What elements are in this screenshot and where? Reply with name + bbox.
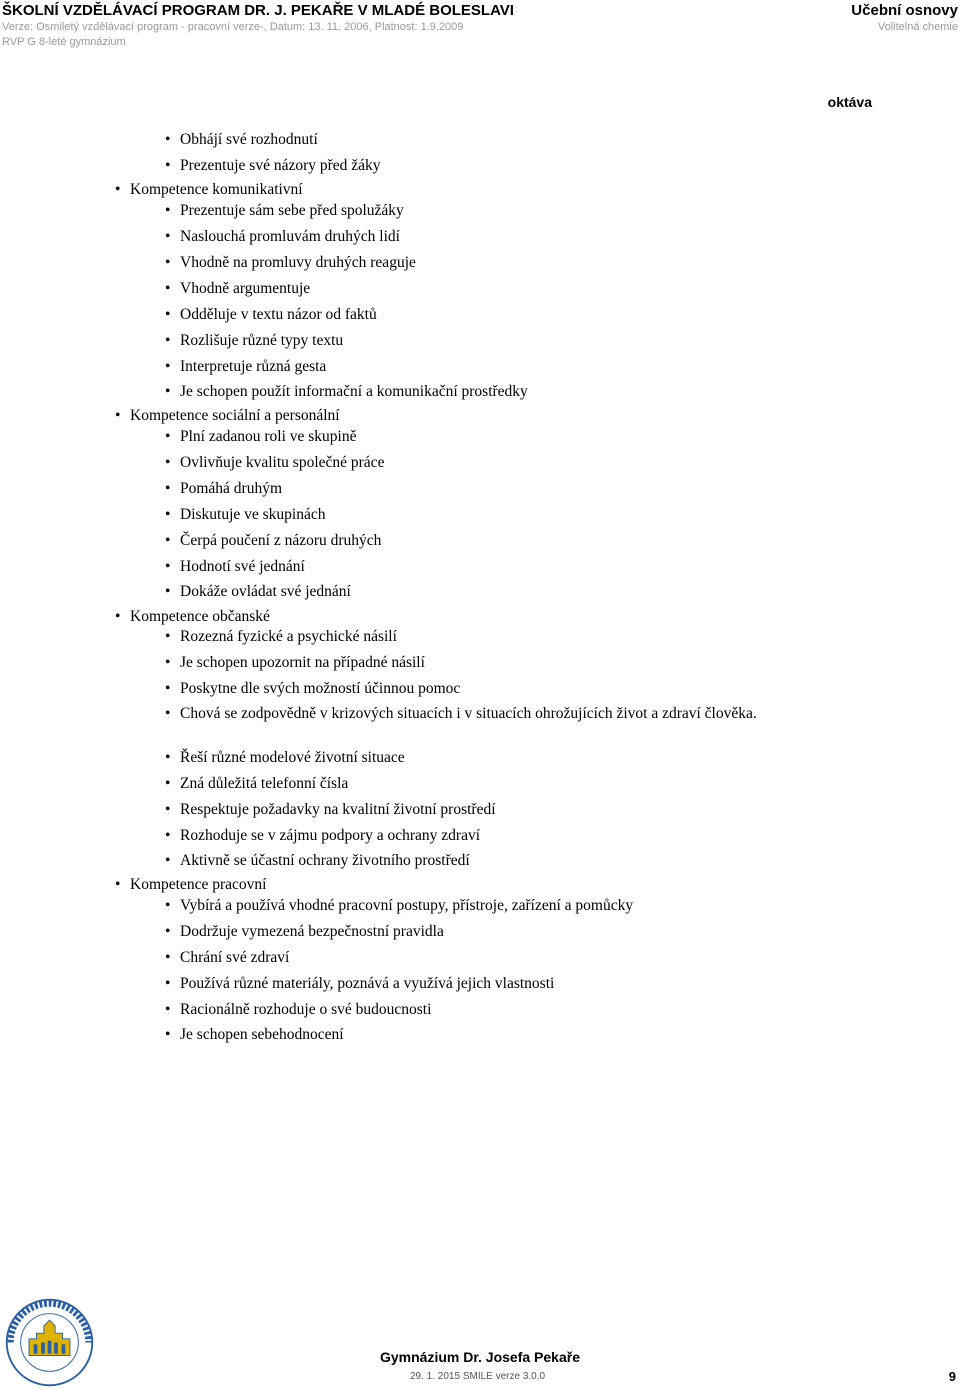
list-item-text: Dodržuje vymezená bezpečnostní pravidla — [180, 923, 444, 940]
list-item-text: Používá různé materiály, poznává a využívá jejich vlastnosti — [180, 975, 555, 992]
list-item — [165, 851, 470, 870]
bullet-icon: • — [115, 181, 121, 198]
list-item-text: Naslouchá promluvám druhých lidí — [180, 228, 400, 245]
list-item — [165, 227, 400, 246]
list-item-text: Dokáže ovládat své jednání — [180, 583, 351, 600]
bullet-icon: • — [165, 506, 171, 523]
bullet-icon: • — [165, 583, 171, 600]
list-item-text: Vhodně na promluvy druhých reaguje — [180, 254, 416, 271]
list-item-text: Interpretuje různá gesta — [180, 358, 327, 375]
list-item-text: Rozhoduje se v zájmu podpory a ochrany zdraví — [180, 827, 481, 844]
list-item-text: Prezentuje své názory před žáky — [180, 157, 381, 174]
list-item — [165, 130, 318, 149]
list-item — [165, 305, 377, 324]
list-item-text: Pomáhá druhým — [180, 480, 283, 497]
bullet-icon: • — [165, 852, 171, 869]
bullet-icon: • — [165, 827, 171, 844]
list-item-text: Plní zadanou roli ve skupině — [180, 428, 357, 445]
list-item — [165, 331, 344, 350]
list-item — [165, 948, 290, 967]
list-item — [165, 627, 397, 646]
bullet-icon: • — [165, 280, 171, 297]
list-item-text: Respektuje požadavky na kvalitní životní prostředí — [180, 801, 496, 818]
page-number: 9 — [948, 1369, 956, 1384]
bullet-icon: • — [165, 680, 171, 697]
list-item-text: Poskytne dle svých možností účinnou pomoc — [180, 680, 461, 697]
list-item — [165, 505, 326, 524]
bullet-icon: • — [115, 876, 121, 893]
competence-heading — [115, 406, 340, 425]
header-rvp: RVP G 8-leté gymnázium — [2, 36, 126, 48]
bullet-icon: • — [165, 949, 171, 966]
list-item-text: Vhodně argumentuje — [180, 280, 311, 297]
bullet-icon: • — [165, 975, 171, 992]
competence-heading — [115, 607, 270, 626]
list-item-text: Zná důležitá telefonní čísla — [180, 775, 349, 792]
list-item-text: Kompetence občanské — [130, 608, 270, 625]
bullet-icon: • — [165, 558, 171, 575]
list-item — [165, 896, 634, 915]
school-logo — [3, 1296, 96, 1389]
list-item-text: Rozlišuje různé typy textu — [180, 332, 344, 349]
list-item-text: Prezentuje sám sebe před spolužáky — [180, 202, 404, 219]
list-item-text: Je schopen použít informační a komunikační prostředky — [180, 383, 528, 400]
bullet-icon: • — [165, 1001, 171, 1018]
list-item — [165, 253, 416, 272]
list-item-text: Odděluje v textu názor od faktů — [180, 306, 377, 323]
list-item — [165, 479, 283, 498]
list-item — [165, 800, 496, 819]
list-item-text: Obhájí své rozhodnutí — [180, 131, 318, 148]
bullet-icon: • — [165, 801, 171, 818]
list-item-text: Ovlivňuje kvalitu společné práce — [180, 454, 385, 471]
list-item — [165, 382, 528, 401]
bullet-icon: • — [165, 628, 171, 645]
list-item-text: Racionálně rozhoduje o své budoucnosti — [180, 1001, 432, 1018]
bullet-icon: • — [165, 923, 171, 940]
competence-heading — [115, 180, 303, 199]
list-item — [165, 974, 555, 993]
bullet-icon: • — [115, 407, 121, 424]
footer-date-version: 29. 1. 2015 SMILE verze 3.0.0 — [410, 1371, 546, 1382]
footer-school-name: Gymnázium Dr. Josefa Pekaře — [380, 1349, 580, 1365]
list-item-text: Aktivně se účastní ochrany životního prostředí — [180, 852, 470, 869]
bullet-icon: • — [165, 749, 171, 766]
header-school-title: ŠKOLNÍ VZDĚLÁVACÍ PROGRAM DR. J. PEKAŘE V MLADÉ BOLESLAVI — [2, 2, 514, 19]
list-item — [165, 531, 382, 550]
header-version-info: Verze: Osmiletý vzdělávací program - pracovní verze-, Datum: 13. 11. 2006, Platnost: 1.9.2009 — [2, 21, 464, 33]
bullet-icon: • — [165, 202, 171, 219]
list-item — [165, 704, 790, 723]
bullet-icon: • — [165, 228, 171, 245]
list-item-text: Hodnotí své jednání — [180, 558, 305, 575]
list-item-text: Řeší různé modelové životní situace — [180, 749, 405, 766]
list-item — [165, 201, 404, 220]
list-item — [165, 679, 461, 698]
list-item — [165, 279, 311, 298]
list-item — [165, 653, 425, 672]
bullet-icon: • — [115, 608, 121, 625]
bullet-icon: • — [165, 654, 171, 671]
list-item — [165, 357, 327, 376]
list-item-text: Chrání své zdraví — [180, 949, 290, 966]
header-subject: Volitelná chemie — [877, 21, 958, 33]
list-item — [165, 774, 349, 793]
list-item-text: Kompetence sociální a personální — [130, 407, 340, 424]
bullet-icon: • — [165, 454, 171, 471]
bullet-icon: • — [165, 1026, 171, 1043]
bullet-icon: • — [165, 332, 171, 349]
bullet-icon: • — [165, 306, 171, 323]
bullet-icon: • — [165, 358, 171, 375]
list-item — [165, 1025, 344, 1044]
bullet-icon: • — [165, 254, 171, 271]
list-item-text: Rozezná fyzické a psychické násilí — [180, 628, 397, 645]
list-item-text: Čerpá poučení z názoru druhých — [180, 532, 382, 549]
bullet-icon: • — [165, 157, 171, 174]
grade-label: oktáva — [827, 94, 872, 110]
list-item — [165, 748, 405, 767]
list-item — [165, 557, 305, 576]
bullet-icon: • — [165, 705, 171, 722]
list-item-text: Kompetence pracovní — [130, 876, 267, 893]
list-item-text: Je schopen upozornit na případné násilí — [180, 654, 425, 671]
list-item — [165, 156, 381, 175]
list-item — [165, 826, 481, 845]
bullet-icon: • — [165, 775, 171, 792]
list-item — [165, 427, 357, 446]
header-document-type: Učební osnovy — [851, 2, 958, 19]
bullet-icon: • — [165, 897, 171, 914]
list-item — [165, 922, 444, 941]
list-item-text: Vybírá a používá vhodné pracovní postupy, přístroje, zařízení a pomůcky — [180, 897, 634, 914]
bullet-icon: • — [165, 131, 171, 148]
bullet-icon: • — [165, 383, 171, 400]
bullet-icon: • — [165, 532, 171, 549]
list-item — [165, 1000, 432, 1019]
bullet-icon: • — [165, 428, 171, 445]
list-item-text: Diskutuje ve skupinách — [180, 506, 326, 523]
bullet-icon: • — [165, 480, 171, 497]
competence-heading — [115, 875, 267, 894]
list-item — [165, 453, 385, 472]
list-item-text: Je schopen sebehodnocení — [180, 1026, 344, 1043]
list-item-text: Chová se zodpovědně v krizových situacích i v situacích ohrožujících život a zdraví člověka. — [180, 705, 757, 722]
list-item — [165, 582, 351, 601]
list-item-text: Kompetence komunikativní — [130, 181, 303, 198]
